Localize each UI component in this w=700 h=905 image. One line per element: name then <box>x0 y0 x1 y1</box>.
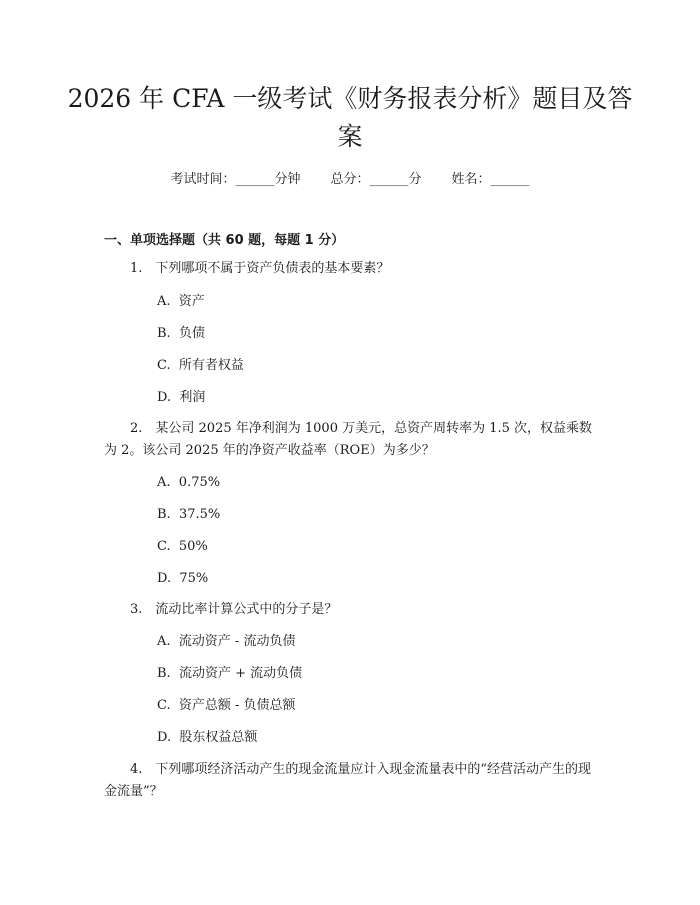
exam-time-field: 考试时间：______分钟 <box>170 172 301 187</box>
question-1: 1. 下列哪项不属于资产负债表的基本要素？ <box>130 261 390 276</box>
question-2: 2. 某公司 2025 年净利润为 1000 万美元，总资产周转率为 1.5 次，权益乘数为 2。该公司 2025 年的净资产收益率（ROE）为多少？ <box>104 421 593 458</box>
total-score-field: 总分：______分 <box>330 172 422 187</box>
question-2-option-a: A. 0.75% <box>157 475 221 490</box>
question-2-option-b: B. 37.5% <box>157 507 221 522</box>
question-2-option-d: D. 75% <box>157 571 209 586</box>
question-1-option-c: C. 所有者权益 <box>157 358 244 373</box>
exam-info-row <box>0 168 700 187</box>
question-1-option-a: A. 资产 <box>157 294 205 309</box>
question-1-option-b: B. 负债 <box>157 326 205 341</box>
question-3-option-c: C. 资产总额 - 负债总额 <box>157 698 296 713</box>
question-1-option-d: D. 利润 <box>157 390 206 405</box>
question-4: 4. 下列哪项经济活动产生的现金流量应计入现金流量表中的“经营活动产生的现金流量”？ <box>104 762 592 799</box>
name-field: 姓名：______ <box>451 172 530 187</box>
question-3: 3. 流动比率计算公式中的分子是？ <box>130 602 338 617</box>
document-title: 2026 年 CFA 一级考试《财务报表分析》题目及答案 <box>67 84 633 151</box>
question-3-option-a: A. 流动资产 - 流动负债 <box>157 634 296 649</box>
section-title: 一、单项选择题（共 60 题，每题 1 分） <box>104 233 345 248</box>
question-3-option-b: B. 流动资产 + 流动负债 <box>157 666 303 681</box>
question-3-option-d: D. 股东权益总额 <box>157 730 258 745</box>
question-2-option-c: C. 50% <box>157 539 208 554</box>
